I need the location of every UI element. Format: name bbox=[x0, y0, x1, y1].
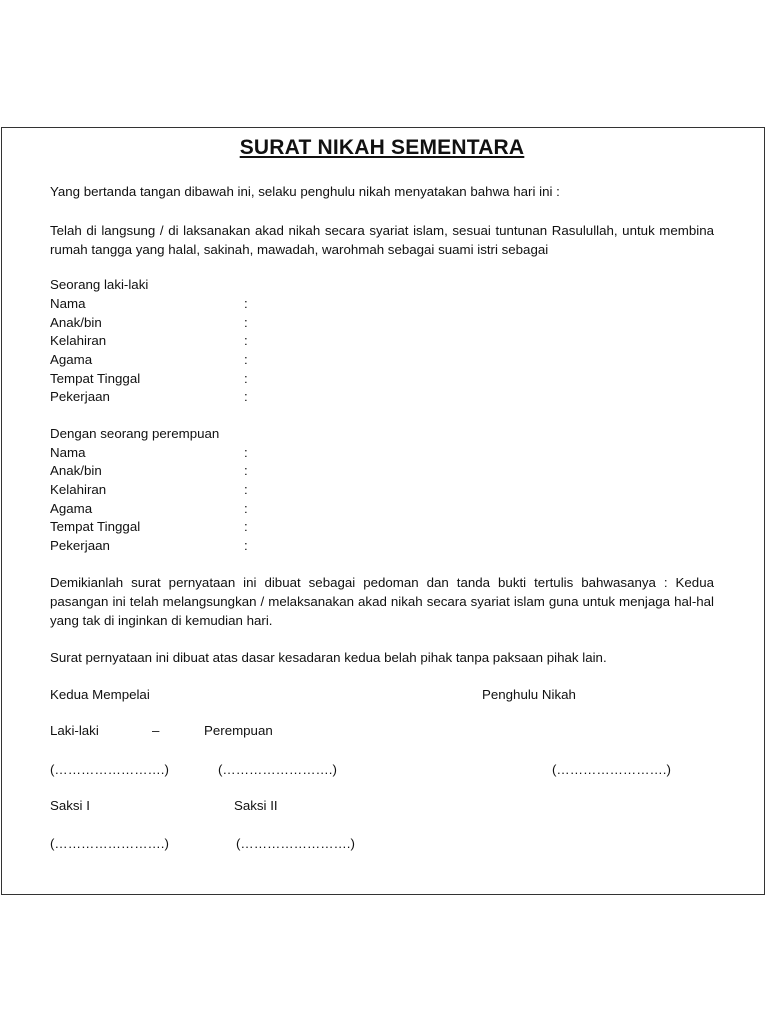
groom-field-label: Kelahiran bbox=[50, 333, 107, 348]
bride-field-label: Anak/bin bbox=[50, 463, 102, 478]
groom-sign-label: Laki-laki bbox=[50, 723, 99, 738]
bride-field-label: Kelahiran bbox=[50, 482, 107, 497]
bride-field-colon: : bbox=[244, 538, 248, 553]
intro-text: Yang bertanda tangan dibawah ini, selaku penghulu nikah menyatakan bahwa hari ini : bbox=[50, 184, 560, 199]
bride-heading: Dengan seorang perempuan bbox=[50, 426, 220, 441]
bride-field-colon: : bbox=[244, 482, 248, 497]
consent-text: Surat pernyataan ini dibuat atas dasar kesadaran kedua belah pihak tanpa paksaan pihak lain. bbox=[50, 650, 607, 665]
bride-field-label: Pekerjaan bbox=[50, 538, 110, 553]
groom-field-label: Anak/bin bbox=[50, 315, 102, 330]
witness1-signature-blank: (…………………….) bbox=[50, 836, 169, 851]
document-title: SURAT NIKAH SEMENTARA bbox=[239, 136, 525, 159]
groom-field-colon: : bbox=[244, 389, 248, 404]
bride-field-label: Agama bbox=[50, 501, 93, 516]
bride-sign-label: Perempuan bbox=[204, 723, 273, 738]
groom-heading: Seorang laki-laki bbox=[50, 277, 149, 292]
couple-label: Kedua Mempelai bbox=[50, 687, 150, 702]
groom-signature-blank: (…………………….) bbox=[50, 762, 169, 777]
witness1-label: Saksi I bbox=[50, 798, 90, 813]
dash-separator: – bbox=[152, 723, 160, 738]
bride-field-colon: : bbox=[244, 501, 248, 516]
officiant-signature-blank: (…………………….) bbox=[552, 762, 671, 777]
officiant-label: Penghulu Nikah bbox=[482, 687, 576, 702]
groom-field-colon: : bbox=[244, 371, 248, 386]
witness2-label: Saksi II bbox=[234, 798, 278, 813]
bride-field-label: Nama bbox=[50, 445, 86, 460]
bride-field-colon: : bbox=[244, 519, 248, 534]
groom-field-colon: : bbox=[244, 296, 248, 311]
statement-paragraph: Telah di langsung / di laksanakan akad nikah secara syariat islam, sesuai tuntunan Rasulullah, untuk membina rumah tangga yang halal, sakinah, mawadah, warohmah sebagai suami istri sebagai bbox=[50, 223, 714, 257]
bride-field-colon: : bbox=[244, 445, 248, 460]
groom-field-label: Nama bbox=[50, 296, 86, 311]
groom-field-colon: : bbox=[244, 333, 248, 348]
groom-field-colon: : bbox=[244, 352, 248, 367]
groom-field-label: Pekerjaan bbox=[50, 389, 110, 404]
closing-paragraph: Demikianlah surat pernyataan ini dibuat sebagai pedoman dan tanda bukti tertulis bahwasanya : Kedua pasangan ini telah melangsungkan / melaksanakan akad nikah secara syariat islam guna untuk menjaga hal-hal yang tak di inginkan di kemudian hari. bbox=[50, 575, 714, 628]
bride-field-label: Tempat Tinggal bbox=[50, 519, 141, 534]
bride-signature-blank: (…………………….) bbox=[218, 762, 337, 777]
groom-field-label: Tempat Tinggal bbox=[50, 371, 141, 386]
groom-field-colon: : bbox=[244, 315, 248, 330]
witness2-signature-blank: (…………………….) bbox=[236, 836, 355, 851]
groom-field-label: Agama bbox=[50, 352, 93, 367]
bride-field-colon: : bbox=[244, 463, 248, 478]
